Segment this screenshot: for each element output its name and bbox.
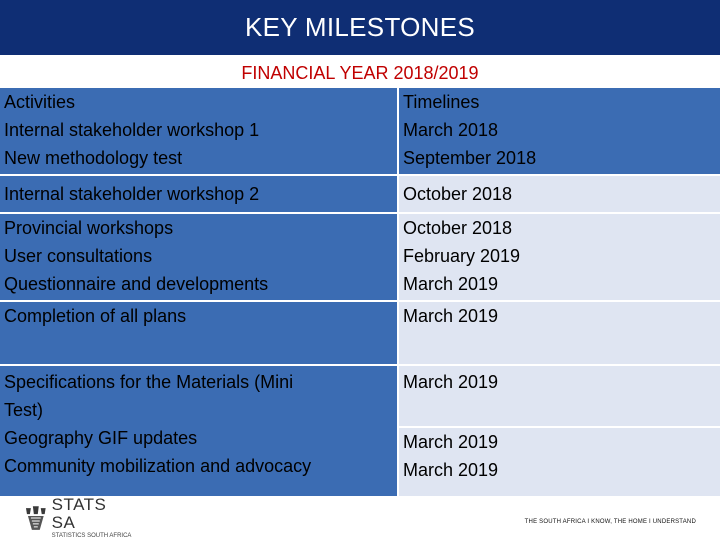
timelines-cell: [398, 213, 720, 301]
activity-text: Test): [4, 400, 44, 420]
timeline-text: September 2018: [403, 148, 537, 168]
stats-sa-logo-icon: [24, 504, 48, 532]
timelines-cell: [398, 175, 720, 213]
timeline-segment: [399, 428, 720, 500]
table-row: [0, 213, 720, 301]
activity-text: Specifications for the Materials (Mini: [4, 372, 294, 392]
table-row: [0, 88, 720, 175]
timeline-text: March 2019: [403, 432, 499, 452]
activity-text: Geography GIF updates: [4, 428, 198, 448]
logo-subtitle: STATISTICS SOUTH AFRICA: [51, 533, 132, 539]
activities-cell: [0, 88, 398, 175]
page-subtitle: FINANCIAL YEAR 2018/2019: [241, 63, 479, 83]
activity-text: Provincial workshops: [4, 218, 174, 238]
activities-cell: [0, 301, 398, 365]
activities-cell: [0, 213, 398, 301]
timelines-header: Timelines: [403, 92, 480, 112]
timeline-text: October 2018: [403, 184, 513, 204]
table-row: [0, 175, 720, 213]
timeline-text: October 2018: [403, 218, 513, 238]
timeline-text: March 2018: [403, 120, 499, 140]
stats-sa-logo: [24, 495, 134, 539]
timeline-segment: [399, 366, 720, 428]
timeline-text: March 2019: [403, 372, 499, 392]
activities-cell: [0, 175, 398, 213]
timeline-text: February 2019: [403, 246, 521, 266]
activity-text: Internal stakeholder workshop 2: [4, 184, 260, 204]
table-row: [0, 365, 720, 500]
table-row: [0, 301, 720, 365]
logo-text: [52, 496, 134, 540]
activities-header: Activities: [4, 92, 76, 112]
page-title: KEY MILESTONES: [244, 12, 476, 42]
milestones-table: [0, 88, 720, 500]
activity-text: Completion of all plans: [4, 306, 187, 326]
timeline-text: March 2019: [403, 460, 499, 480]
timeline-text: March 2019: [403, 274, 499, 294]
timelines-cell: [398, 88, 720, 175]
activity-text: Internal stakeholder workshop 1: [4, 120, 260, 140]
timelines-cell: [398, 365, 720, 500]
title-bar: [0, 0, 720, 55]
footer-tagline: THE SOUTH AFRICA I KNOW, THE HOME I UNDERSTAND: [524, 519, 696, 525]
activity-text: Community mobilization and advocacy: [4, 456, 312, 476]
activity-text: User consultations: [4, 246, 153, 266]
activity-text: Questionnaire and developments: [4, 274, 269, 294]
logo-name: STATS SA: [51, 495, 107, 532]
timeline-text: March 2019: [403, 306, 499, 326]
activities-cell: [0, 365, 398, 500]
activity-text: New methodology test: [4, 148, 183, 168]
timelines-cell: [398, 301, 720, 365]
